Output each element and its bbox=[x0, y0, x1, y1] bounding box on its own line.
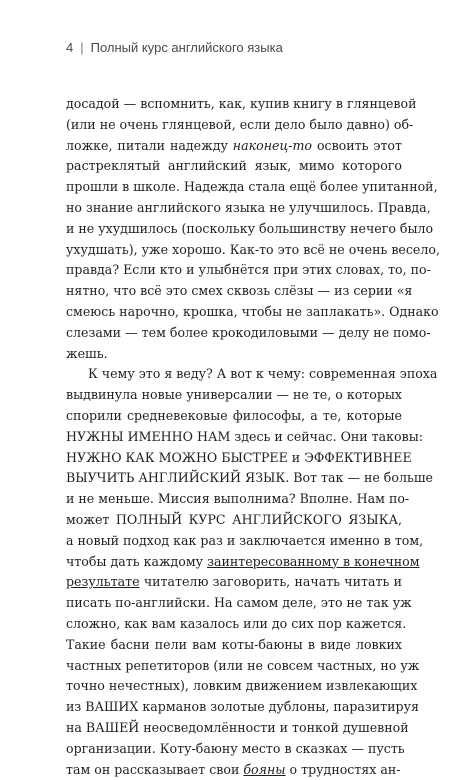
text-line: и не ухудшилось (поскольку большинству нечего было bbox=[66, 219, 402, 240]
text-line: там он рассказывает свои бояны о трудностях ан- bbox=[66, 760, 402, 780]
text-line: писать по-английски. На самом деле, это не так уж bbox=[66, 593, 402, 614]
text-line: ложке, питали надежду наконец-то освоить этот bbox=[66, 136, 402, 157]
paragraph bbox=[66, 94, 402, 364]
text-line: может ПОЛНЫЙ КУРС АНГЛИЙСКОГО ЯЗЫКА, bbox=[66, 510, 402, 531]
text-line: ВЫУЧИТЬ АНГЛИЙСКИЙ ЯЗЫК. Вот так — не больше bbox=[66, 468, 402, 489]
text-line: частных репетиторов (или не совсем частных, но уж bbox=[66, 656, 402, 677]
text-line: ухудшать), уже хорошо. Как-то это всё не очень весело, bbox=[66, 240, 402, 261]
text-line: смеюсь нарочно, крошка, чтобы не заплакать». Однако bbox=[66, 302, 402, 323]
text-line: на ВАШЕЙ неосведомлённости и тонкой душевной bbox=[66, 718, 402, 739]
text-line: из ВАШИХ карманов золотые дублоны, паразитируя bbox=[66, 697, 402, 718]
text-line: чтобы дать каждому заинтересованному в конечном bbox=[66, 552, 402, 573]
page-number: 4 bbox=[66, 40, 73, 55]
running-header bbox=[66, 40, 283, 55]
paragraph bbox=[66, 364, 402, 780]
text-line: точно нечестных), ловким движением извлекающих bbox=[66, 676, 402, 697]
italic-underlined-word: бояны bbox=[243, 762, 285, 777]
text-line: слезами — тем более крокодиловыми — делу не помо- bbox=[66, 323, 402, 344]
text-line: выдвинула новые универсалии — не те, о которых bbox=[66, 385, 402, 406]
text-line: сложно, как вам казалось или до сих пор кажется. bbox=[66, 614, 402, 635]
body-text bbox=[66, 94, 402, 780]
underlined-phrase: заинтересованному в конечном bbox=[207, 554, 419, 569]
text-line: результате читателю заговорить, начать читать и bbox=[66, 572, 402, 593]
text-line: Такие басни пели вам коты-баюны в виде ловких bbox=[66, 635, 402, 656]
running-title: Полный курс английского языка bbox=[91, 40, 283, 55]
text-line: спорили средневековые философы, а те, которые bbox=[66, 406, 402, 427]
underlined-phrase: результате bbox=[66, 574, 140, 589]
text-line: (или не очень глянцевой, если дело было давно) об- bbox=[66, 115, 402, 136]
text-line: растреклятый английский язык, мимо которого bbox=[66, 156, 402, 177]
text-line: организации. Коту-баюну место в сказках — пусть bbox=[66, 739, 402, 760]
header-separator: | bbox=[80, 40, 83, 55]
text-line: и не меньше. Миссия выполнима? Вполне. Нам по- bbox=[66, 489, 402, 510]
text-line: НУЖНО КАК МОЖНО БЫСТРЕЕ и ЭФФЕКТИВНЕЕ bbox=[66, 448, 402, 469]
text-line: жешь. bbox=[66, 344, 402, 365]
text-line: а новый подход как раз и заключается именно в том, bbox=[66, 531, 402, 552]
text-line: досадой — вспомнить, как, купив книгу в глянцевой bbox=[66, 94, 402, 115]
text-line: но знание английского языка не улучшилось. Правда, bbox=[66, 198, 402, 219]
italic-phrase: наконец-то bbox=[233, 138, 312, 153]
text-line: НУЖНЫ ИМЕННО НАМ здесь и сейчас. Они таковы: bbox=[66, 427, 402, 448]
text-line: К чему это я веду? А вот к чему: современная эпоха bbox=[66, 364, 402, 385]
text-line: правда? Если кто и улыбнётся при этих словах, то, по- bbox=[66, 260, 402, 281]
text-line: прошли в школе. Надежда стала ещё более упитанной, bbox=[66, 177, 402, 198]
text-line: нятно, что всё это смех сквозь слёзы — из серии «я bbox=[66, 281, 402, 302]
